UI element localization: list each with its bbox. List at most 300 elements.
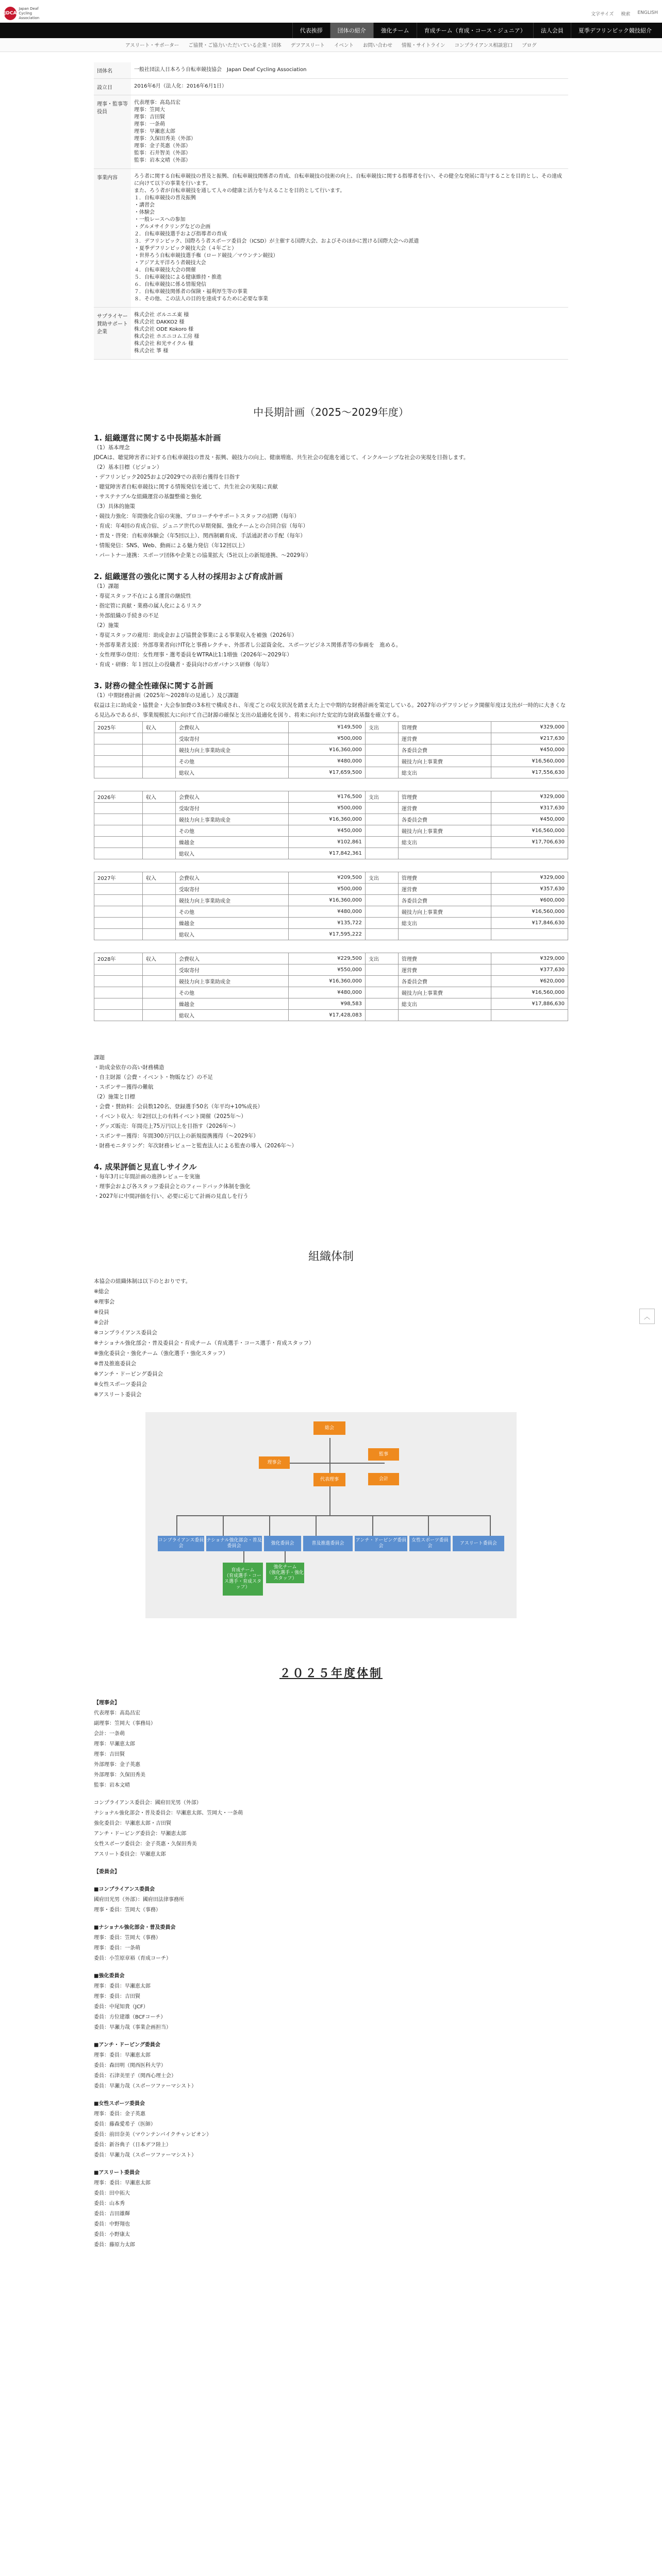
table-cell: 2027年 [94,872,143,884]
table-cell [365,744,398,756]
plan-s2-sub1: （1）課題 [94,583,119,589]
list-item: ・サステナブルな組織運営の基盤整備と強化 [94,494,202,500]
list-item: ７．自転車競技関係者の保険・福利厚生等の事業 [134,289,247,295]
table-cell: 受取寄付 [176,884,289,895]
info-label: 事業内容 [94,169,131,308]
fy-title: ２０２５年度体制 [279,1667,383,1680]
table-cell: 収入 [143,722,176,733]
table-row [94,906,568,918]
table-row [94,998,568,1010]
table-row [94,825,568,837]
sponsors-list [131,308,568,360]
table-cell [365,929,398,940]
finance-table [94,953,568,1021]
table-cell [94,837,143,848]
plan-s1-sub1: （1）基本理念 [94,445,130,451]
table-cell [143,1010,176,1021]
info-label: サプライヤー 賛助サポート企業 [94,308,131,360]
table-cell: 管理費 [398,791,491,803]
list-item: ・助成金依存の高い財務構造 [94,1064,164,1071]
table-cell: 2025年 [94,722,143,733]
roster-line: 委員：早瀬力哉（スポーツファーマシスト） [94,2153,197,2158]
list-item: ・デフリンピック2025および2029での表彰台獲得を目指す [94,474,240,480]
table-cell: 2028年 [94,953,143,964]
list-item: ・外部組織の手続きの不足 [94,613,159,619]
plan-s3b-sub1: 課題 [94,1055,105,1061]
chevron-up-icon: ︿ [643,1313,650,1320]
roster-line: 委員：小野康太 [94,2232,130,2238]
list-item: ３．デフリンピック、国際ろう者スポーツ委員会（ICSD）が主催する国際大会、およびそのほかに置ける国際大会への派遣 [134,239,419,244]
table-row [94,803,568,814]
table-cell: 競技力向上事業費 [398,987,491,998]
main-nav [0,23,662,38]
org-chart [145,1412,517,1618]
list-item: ・財務モニタリング：年次財務レビューと監査法人による監査の導入（2026年〜） [94,1143,297,1149]
list-item: ・専従スタッフの雇用：助成金および協賛金事業による事業収入を補強（2026年） [94,632,297,638]
list-item: ５．自転車競技による健康維持・推進 [134,275,222,280]
table-cell: ¥550,000 [289,964,366,976]
table-cell [94,756,143,767]
list-item: ・指定管に貢献・業務の属人化によるリスク [94,603,202,609]
roster-line: 委員：早瀬力哉（事業企画担当） [94,2025,171,2030]
search-link[interactable]: 検索 [621,11,631,17]
roster-line: 委員：小笠原章裕（育成コーチ） [94,1956,171,1961]
table-cell [365,987,398,998]
table-cell [365,906,398,918]
table-cell: 運営費 [398,884,491,895]
table-row [94,848,568,859]
roster-heading: ■アンチ・ドーピング委員会 [94,2042,160,2048]
list-item: ・グルメサイクリングなどの企画 [134,224,211,230]
table-cell: 受取寄付 [176,803,289,814]
chart-committee: アンチ・ドーピング委員会 [355,1536,407,1551]
list-item: ※強化委員会・強化チーム（強化選手・強化スタッフ） [94,1350,228,1357]
table-cell [94,976,143,987]
table-cell [143,918,176,929]
nav-members[interactable]: 法人会員 [533,23,571,38]
table-row [94,1010,568,1021]
scroll-top-button[interactable] [639,1309,655,1324]
table-cell: ¥450,000 [491,744,568,756]
table-cell [143,964,176,976]
plan-s3b-sub2: （2）施策と目標 [94,1094,136,1100]
table-cell: その他 [176,906,289,918]
nav-elite-team[interactable]: 強化チーム [373,23,417,38]
table-cell: 競技力向上事業助成金 [176,976,289,987]
roster-line: 理事・委員：笠岡大（事務） [94,1907,161,1913]
list-item: ※理事会 [94,1299,115,1305]
table-cell: ¥329,000 [491,722,568,733]
list-item: 株式会社 ボルニエ東 様 [134,312,189,318]
table-cell: ¥176,500 [289,791,366,803]
table-cell: 総支出 [398,837,491,848]
roster-line: 理事：吉田賢 [94,1752,125,1757]
table-cell: 繰越金 [176,998,289,1010]
fy-roster [94,1698,568,2258]
logo-mark: JDCA [4,7,16,20]
list-item: 株式会社 箏 様 [134,348,169,354]
roster-heading: ■ナショナル強化部会・普及委員会 [94,1925,176,1930]
table-cell [491,1010,568,1021]
table-cell: ¥620,000 [491,976,568,987]
table-cell [143,803,176,814]
list-item: 株式会社 ホエニコム工房 様 [134,334,200,340]
list-item: ※アンチ・ドーピング委員会 [94,1371,163,1377]
list-item: ・一般レースへの参加 [134,217,186,223]
subnav-blog[interactable]: ブログ [522,43,537,48]
list-item: ・世界ろう自転車競技選手権（ロード競技／マウンテン競技） [134,253,278,259]
subnav-contact[interactable]: お問い合わせ [362,43,392,48]
table-cell: ¥480,000 [289,987,366,998]
table-cell: ¥329,000 [491,791,568,803]
table-cell: 支出 [365,953,398,964]
table-cell: 収入 [143,953,176,964]
chart-team-elite [266,1563,304,1583]
table-cell: ¥500,000 [289,733,366,744]
plan-section-3-heading: 3. 財務の健全性確保に関する計画 [94,681,213,690]
table-cell: その他 [176,987,289,998]
table-cell: 支出 [365,722,398,733]
list-item: ※会計 [94,1319,109,1326]
table-cell [143,825,176,837]
roster-line: 國府田光男（外部）：國府田法律事務所 [94,1897,184,1903]
chart-chair: 代表理事 [313,1473,345,1486]
table-cell [365,998,398,1010]
table-cell: 繰越金 [176,918,289,929]
table-cell: 各委員会費 [398,744,491,756]
header-tools [591,10,658,17]
table-row [94,756,568,767]
list-item: 株式会社 和光サイクル 様 [134,341,194,347]
text-size-link[interactable]: 文字サイズ [591,11,614,17]
table-cell: ¥102,861 [289,837,366,848]
table-cell: ¥17,886,630 [491,998,568,1010]
plan-section-4-heading: 4. 成果評価と見直しサイクル [94,1162,197,1172]
table-cell: ¥600,000 [491,895,568,906]
table-cell: ¥500,000 [289,803,366,814]
roster-line: 理事：委員：吉田賢 [94,1994,140,1999]
roster-line: 委員：方位建雄（BCFコーチ） [94,2014,166,2020]
table-row [94,964,568,976]
table-cell: 総支出 [398,998,491,1010]
subnav-compliance[interactable]: コンプライアンス相談窓口 [454,43,513,48]
chart-team-development [223,1563,263,1596]
info-label: 団体名 [94,62,131,79]
finance-table [94,721,568,778]
table-cell: 収入 [143,872,176,884]
table-cell [94,814,143,825]
chart-general-assembly: 総会 [313,1421,345,1435]
table-cell: ¥17,659,500 [289,767,366,778]
info-value: 一般社団法人日本ろう自転車競技協会 Japan Deaf Cycling Association [131,62,568,79]
table-cell [143,987,176,998]
subnav-events[interactable]: イベント [334,43,354,48]
table-cell [365,825,398,837]
table-cell: 総収入 [176,848,289,859]
table-cell [365,918,398,929]
table-cell [365,884,398,895]
info-value: 2016年6月（法人化：2016年6月1日） [131,79,568,95]
list-item: ・夏季デフリンピック競技大会（４年ごと） [134,246,237,251]
subnav-sponsors[interactable]: ご協賛・ご協力いただいている企業・団体 [188,43,282,48]
plan-section-2-heading: 2. 組織運営の強化に関する人材の採用および育成計画 [94,572,283,581]
table-cell: ¥209,500 [289,872,366,884]
list-item: ・競技力強化：年間強化合宿の実施、プロコーチやサポートスタッフの招聘（毎年） [94,513,300,519]
table-row [94,733,568,744]
table-cell: ¥480,000 [289,756,366,767]
plan-s3-sub1: （1）中期財務計画（2025年〜2028年の見通し）及び課題 [94,692,239,699]
table-cell: 競技力向上事業助成金 [176,744,289,756]
sub-nav [0,38,662,52]
table-row [94,814,568,825]
table-cell [94,987,143,998]
table-cell [143,744,176,756]
table-cell: ¥17,595,222 [289,929,366,940]
list-item: ４．自転車競技大会の開催 [134,267,196,273]
table-cell: その他 [176,756,289,767]
table-cell: 総収入 [176,767,289,778]
roster-line: 監事：岩本文晴 [94,1783,130,1788]
list-item: ※普及推進委員会 [94,1361,137,1367]
table-cell: ¥17,706,630 [491,837,568,848]
plan-s1-sub2: （2）基本目標（ビジョン） [94,464,162,470]
table-cell: その他 [176,825,289,837]
table-cell: 各委員会費 [398,976,491,987]
roster-line: 理事：委員：笠岡大（事務） [94,1935,161,1941]
officers-list [131,95,568,169]
list-item: ８．その他、この法人の目的を達成するために必要な事業 [134,296,268,302]
roster-line: 理事：委員：金子英惠 [94,2111,145,2117]
table-row [94,953,568,964]
roster-line: 女性スポーツ委員会：金子英惠・久保田秀美 [94,1841,197,1847]
list-item: ・講習会 [134,202,155,208]
info-label: 設立日 [94,79,131,95]
list-item: ろう者に関する自転車競技の普及と振興、自転車競技関係者の育成、自転車競技の技術の向上、自転車競技に関する指導者を行い、その健全な発展に寄与することを目的とし、その達成に向けて以下の事業を行います。 [134,174,562,187]
table-cell [365,733,398,744]
list-item: １．自転車競技の普及振興 [134,195,196,201]
table-cell: ¥357,630 [491,884,568,895]
table-cell [94,929,143,940]
list-item: ・外部専業者支援：外部専業者向けIT化と事務レクチャ、外部者し公認資金化、スポーツビジネス関係者等の参画を 進める。 [94,642,402,648]
table-cell [365,964,398,976]
chart-board: 理事会 [259,1456,290,1469]
table-cell [143,837,176,848]
table-cell [365,803,398,814]
nav-deaflympics[interactable]: 夏季デフリンピック競技紹介 [571,23,659,38]
list-item: 株式会社 DAKKO2 様 [134,319,185,325]
roster-line: 理事：委員：早瀬恵太郎 [94,2180,151,2186]
org-title: 組織体制 [308,1250,354,1263]
roster-heading: ■強化委員会 [94,1973,125,1979]
table-cell [94,825,143,837]
list-item: ※コンプライアンス委員会 [94,1330,157,1336]
table-cell [398,929,491,940]
table-cell: ¥17,556,630 [491,767,568,778]
table-cell: 管理費 [398,872,491,884]
org-units [94,1286,568,1400]
table-cell: ¥98,583 [289,998,366,1010]
table-cell: ¥16,560,000 [491,987,568,998]
table-cell: 管理費 [398,722,491,733]
english-link[interactable]: ENGLISH [637,10,658,15]
table-cell [94,964,143,976]
table-cell: 各委員会費 [398,895,491,906]
chart-team-development-label: 育成チーム [231,1568,255,1573]
list-item: ・アジア太平洋ろう者競技大会 [134,260,206,266]
plan-s2-sub2: （2）施策 [94,622,119,629]
table-cell [365,848,398,859]
table-row [94,929,568,940]
list-item: ２．自転車競技選手および指導者の育成 [134,231,227,237]
list-item: ・情報発信：SNS、Web、動画による魅力発信（年12回以上） [94,543,248,549]
table-cell: ¥329,000 [491,953,568,964]
chart-committee: アスリート委員会 [453,1536,504,1551]
table-cell [365,895,398,906]
list-item: また、ろう者が自転車競技を通して人々の健康と活力を与えることを目的として行います。 [134,188,345,194]
roster-line: 委員：石津美里子（関西心理士会） [94,2073,176,2079]
list-item: 理事：久保田秀美（外部） [134,136,196,142]
table-row [94,884,568,895]
list-item: ・イベント収入：年2回以上の有料イベント開催（2025年〜） [94,1113,246,1120]
roster-line: 会計：一条萌 [94,1731,125,1737]
site-logo[interactable] [4,6,40,21]
finance-table [94,791,568,859]
info-row-name [94,62,568,79]
table-cell: 競技力向上事業費 [398,906,491,918]
roster-heading: ■女性スポーツ委員会 [94,2101,145,2107]
table-cell [94,848,143,859]
subnav-athletes[interactable]: アスリート・サポーター [125,43,179,48]
table-cell: 会費収入 [176,722,289,733]
roster-heading: 【委員会】 [94,1869,120,1875]
roster-line: 委員：中野翔也 [94,2222,130,2227]
chart-auditor: 監事 [368,1448,399,1461]
info-row-founded [94,79,568,95]
list-item: ・育成：年4回の育成合宿、ジュニア世代の早期発掘、強化チームとの合同合宿（毎年） [94,523,308,529]
table-cell: 各委員会費 [398,814,491,825]
info-row-business [94,169,568,308]
roster-line: ナショナル強化部会・普及委員会：早瀬恵太郎、笠岡大・一条萌 [94,1810,243,1816]
table-cell [143,814,176,825]
roster-line: 委員：早瀬力哉（スポーツファーマシスト） [94,2083,197,2089]
list-item: ６．自転車競技に係る情報発信 [134,282,206,287]
table-cell: ¥480,000 [289,906,366,918]
table-cell: ¥17,842,361 [289,848,366,859]
chart-accountant: 会計 [368,1473,399,1485]
table-cell: ¥377,630 [491,964,568,976]
list-item: ・毎年3月に年間計画の進捗レビューを実施 [94,1174,201,1180]
table-cell [143,976,176,987]
list-item: 理事：一条萌 [134,122,165,127]
table-cell: 収入 [143,791,176,803]
table-cell [143,906,176,918]
table-cell [143,929,176,940]
table-cell: ¥16,360,000 [289,976,366,987]
table-row [94,722,568,733]
table-cell [491,848,568,859]
table-cell [491,929,568,940]
list-item: ・体験会 [134,210,155,215]
plan-s3b-issues [94,1063,568,1092]
list-item: ・スポンサー獲得の難航 [94,1084,154,1090]
table-cell [94,918,143,929]
table-row [94,791,568,803]
table-cell: ¥500,000 [289,884,366,895]
table-row [94,987,568,998]
list-item: 理事：吉田賢 [134,114,165,120]
subnav-deaf-athletes[interactable]: デフアスリート [290,43,325,48]
roster-line: 理事：委員：早瀬恵太郎 [94,2053,151,2058]
roster-line: 委員：山本秀 [94,2201,125,2207]
table-cell [398,1010,491,1021]
roster-line: 外部理事：金子英惠 [94,1762,140,1768]
nav-about[interactable]: 団体の紹介 [330,23,373,38]
chart-team-elite-label: 強化チーム [273,1564,297,1570]
roster-line: 委員：森田明（関西医科大学） [94,2063,166,2069]
table-cell [94,1010,143,1021]
plan-s3-text: 収益は主に助成金・協賛金・大会参加費の3本柱で構成され、年度ごとの収支状況を踏まえた上で中期的な財務計画を策定している。2027年のデフリンピック開催年度は支出が一時的に大きくなる見込みであるが、事業規模拡大に向けて自己財源の確保と支出の最適化を図り、将来に向けた安定的な財政基盤を確立する。 [94,702,566,718]
roster-heading: ■アスリート委員会 [94,2170,140,2176]
table-cell: 受取寄付 [176,964,289,976]
list-item: 理事：早瀬恵太郎 [134,129,175,134]
nav-development-team[interactable]: 育成チーム（育成・コース・ジュニア） [417,23,533,38]
plan-s1-sub3: （3）具体的施策 [94,503,136,510]
chart-committee: 普及推進委員会 [303,1536,353,1551]
table-cell: 総支出 [398,767,491,778]
table-cell: 運営費 [398,964,491,976]
roster-line: 外部理事：久保田秀美 [94,1772,145,1778]
table-cell [94,884,143,895]
main-content [94,62,568,2258]
roster-line: 委員：中尾知貴（JCF） [94,2004,148,2010]
table-cell: 支出 [365,872,398,884]
table-row [94,767,568,778]
table-cell: ¥17,846,630 [491,918,568,929]
roster-heading: ■コンプライアンス委員会 [94,1887,155,1892]
nav-greeting[interactable]: 代表挨拶 [292,23,330,38]
plan-s1-goals [94,472,568,502]
table-cell [94,767,143,778]
roster-line: 委員：田中拓大 [94,2191,130,2196]
roster-heading: 【理事会】 [94,1700,120,1706]
list-item: ・聴覚障害者自転車競技に関する情報発信を通じて、共生社会の実現に貢献 [94,484,278,490]
list-item: ※ナショナル強化部会・普及委員会・育成チーム（育成選手・コース選手・育成スタッフ） [94,1340,315,1346]
list-item: ・2027年に中間評価を行い、必要に応じて計画の見直しを行う [94,1193,249,1199]
table-cell: 総収入 [176,929,289,940]
roster-line: 委員：藤森愛希子（医師） [94,2122,156,2127]
table-cell: ¥16,360,000 [289,895,366,906]
table-cell [94,733,143,744]
roster-line: 委員：藤原力太郎 [94,2242,135,2248]
list-item: ・女性理事の登用：女性理事・選考委員をWTRA比1:1増強（2026年〜2029年） [94,652,292,658]
table-cell [143,767,176,778]
list-item: 代表理事：髙島昌宏 [134,100,180,106]
table-row [94,918,568,929]
chart-team-elite-sub: （強化選手・強化スタッフ） [266,1570,304,1581]
finance-tables [94,721,568,1032]
table-cell [143,998,176,1010]
table-cell: ¥217,630 [491,733,568,744]
table-cell: 運営費 [398,803,491,814]
subnav-info[interactable]: 情報・サイトライン [401,43,445,48]
table-cell: ¥16,560,000 [491,756,568,767]
table-cell [143,884,176,895]
table-cell: 受取寄付 [176,733,289,744]
info-row-sponsors [94,308,568,360]
list-item: ※役員 [94,1309,109,1315]
table-cell [143,895,176,906]
chart-committee: 女性スポーツ委員会 [409,1536,451,1551]
